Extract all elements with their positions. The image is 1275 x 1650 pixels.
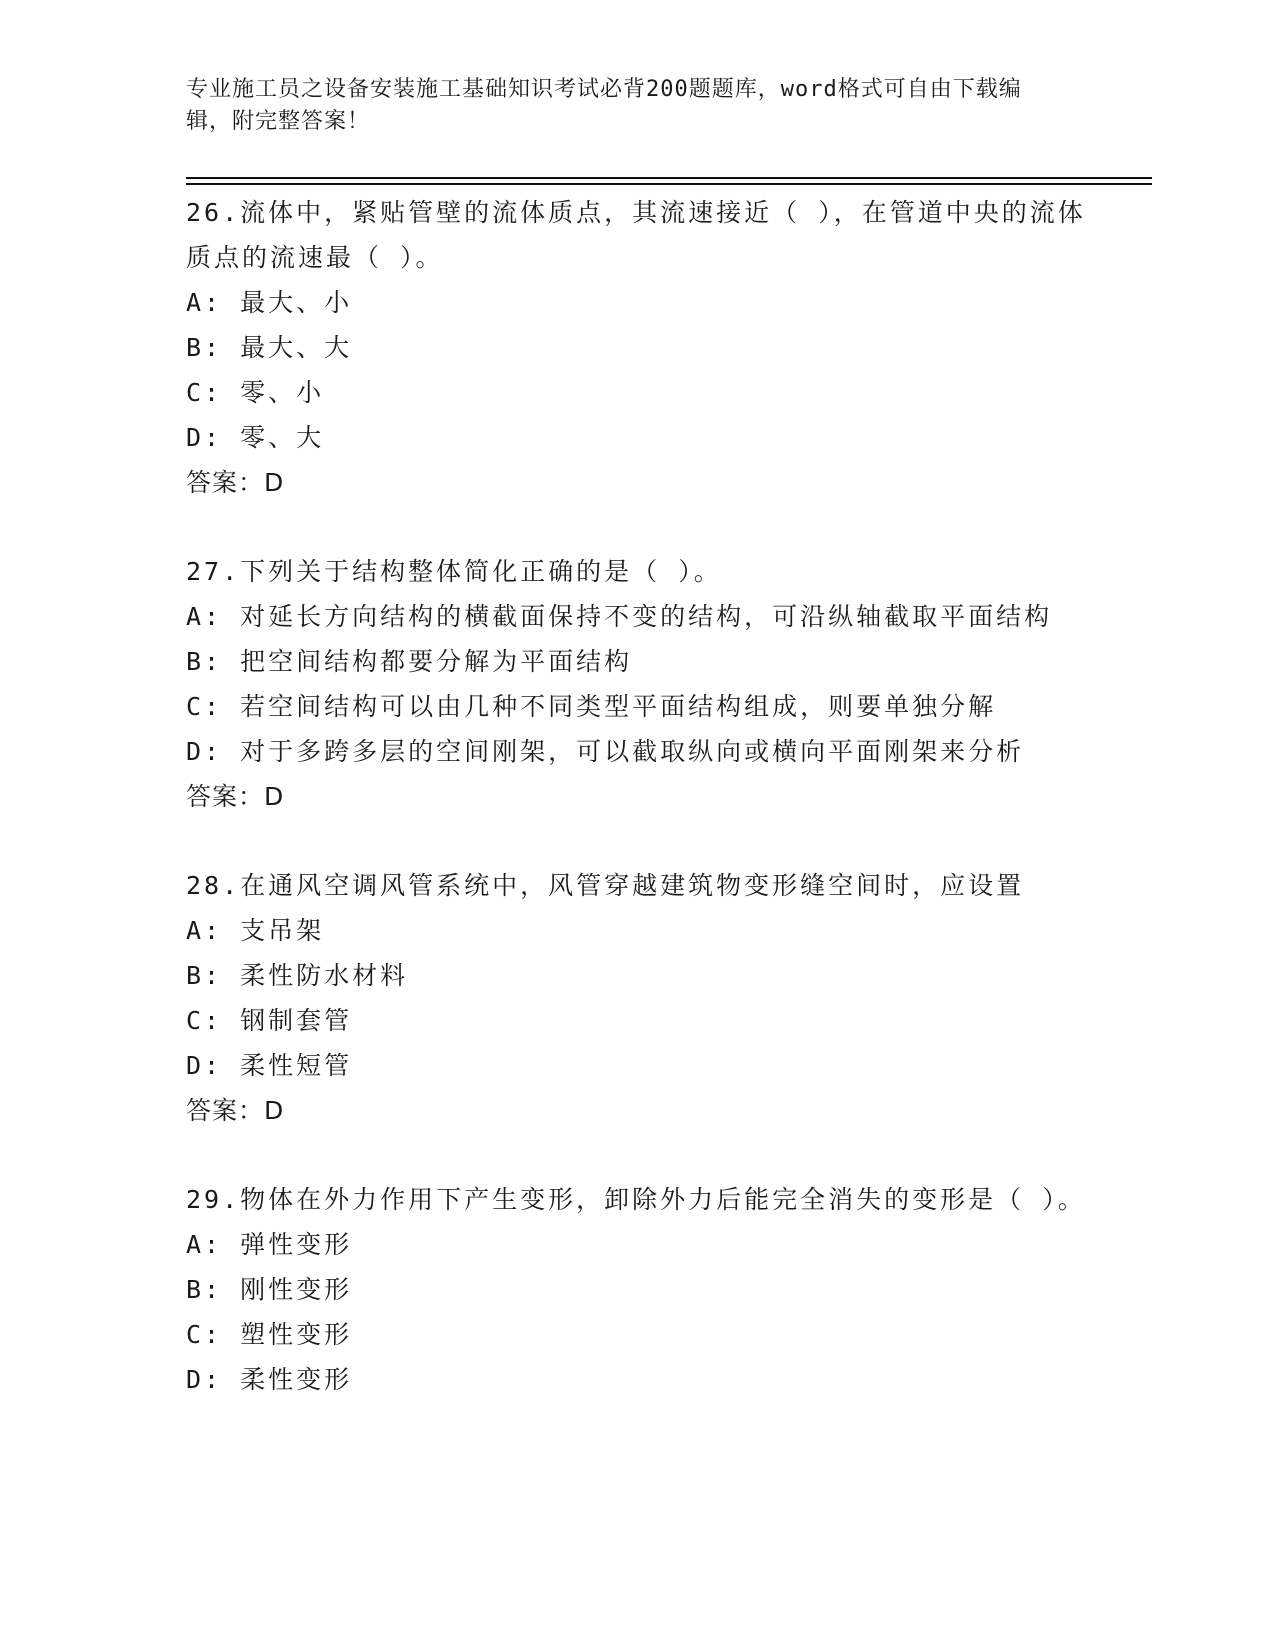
option-c: C: 零、小 bbox=[186, 378, 325, 407]
option-b: B: 刚性变形 bbox=[186, 1275, 353, 1304]
header-divider-bottom bbox=[186, 183, 1152, 185]
header-divider-top bbox=[186, 177, 1152, 179]
option-a: A: 对延长方向结构的横截面保持不变的结构，可沿纵轴截取平面结构 bbox=[186, 602, 1053, 631]
option-a: A: 支吊架 bbox=[186, 916, 325, 945]
question-26 bbox=[186, 190, 1086, 505]
option-b: B: 把空间结构都要分解为平面结构 bbox=[186, 647, 633, 676]
option-b: B: 柔性防水材料 bbox=[186, 961, 409, 990]
question-stem: 28.在通风空调风管系统中，风管穿越建筑物变形缝空间时，应设置 bbox=[186, 871, 1025, 900]
option-c: C: 钢制套管 bbox=[186, 1006, 353, 1035]
option-a: A: 弹性变形 bbox=[186, 1230, 353, 1259]
option-d: D: 对于多跨多层的空间刚架，可以截取纵向或横向平面刚架来分析 bbox=[186, 737, 1025, 766]
option-c: C: 塑性变形 bbox=[186, 1320, 353, 1349]
option-c: C: 若空间结构可以由几种不同类型平面结构组成，则要单独分解 bbox=[186, 692, 997, 721]
option-d: D: 柔性变形 bbox=[186, 1365, 353, 1394]
document-header: 专业施工员之设备安装施工基础知识考试必背200题题库，word格式可自由下载编辑，附完整答案！ bbox=[186, 77, 1022, 134]
answer-line: 答案：D bbox=[186, 468, 285, 497]
question-stem: 26.流体中，紧贴管壁的流体质点，其流速接近（ ），在管道中央的流体质点的流速最（ ）。 bbox=[186, 198, 1086, 272]
answer-line: 答案：D bbox=[186, 782, 285, 811]
question-list bbox=[186, 190, 1086, 1446]
question-stem: 29.物体在外力作用下产生变形，卸除外力后能完全消失的变形是（ ）。 bbox=[186, 1185, 1086, 1214]
question-28 bbox=[186, 863, 1086, 1133]
question-29 bbox=[186, 1177, 1086, 1402]
option-a: A: 最大、小 bbox=[186, 288, 353, 317]
option-b: B: 最大、大 bbox=[186, 333, 353, 362]
question-27 bbox=[186, 549, 1086, 819]
option-d: D: 零、大 bbox=[186, 423, 325, 452]
question-stem: 27.下列关于结构整体简化正确的是（ ）。 bbox=[186, 557, 722, 586]
option-d: D: 柔性短管 bbox=[186, 1051, 353, 1080]
answer-line: 答案：D bbox=[186, 1096, 285, 1125]
